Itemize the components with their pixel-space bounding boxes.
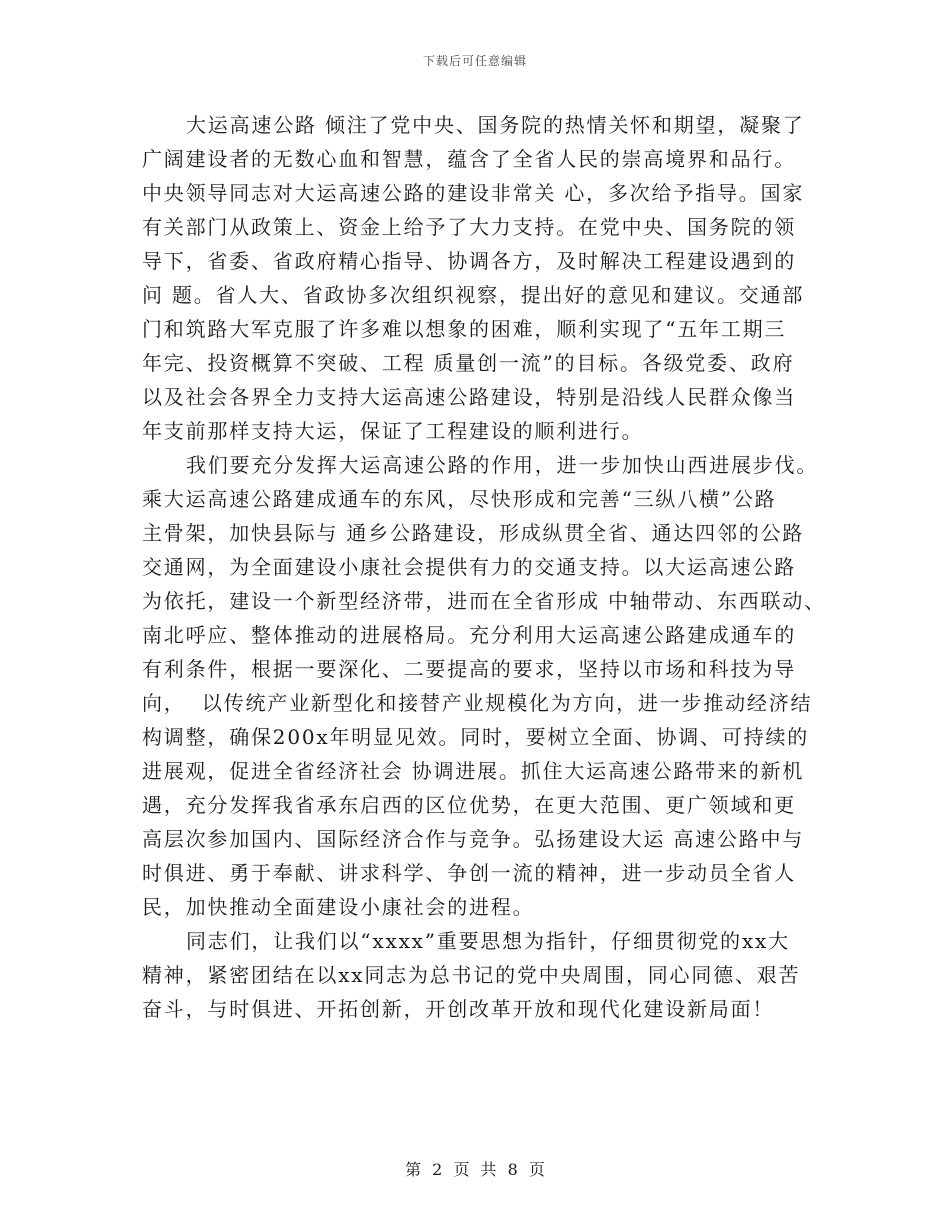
text-line: 主骨架，加快县际与 通乡公路建设，形成纵贯全省、通达四邻的公路 (142, 521, 805, 545)
paragraph-1 (142, 108, 822, 448)
text-line: 有关部门从政策上、资金上给予了大力支持。在党中央、国务院的领 (142, 215, 796, 239)
text-line: 遇，充分发挥我省承东启西的区位优势，在更大范围、更广领域和更 (142, 793, 796, 817)
text-line: 中央领导同志对大运高速公路的建设非常关 心，多次给予指导。国家 (142, 181, 805, 205)
text-line: 民，加快推动全面建设小康社会的进程。 (142, 895, 535, 919)
text-line: 导下，省委、省政府精心指导、协调各方，及时解决工程建设遇到的 (142, 249, 796, 273)
text-line: 高层次参加国内、国际经济合作与竞争。弘扬建设大运 高速公路中与 (142, 827, 805, 851)
text-line: 交通网，为全面建设小康社会提供有力的交通支持。以大运高速公路 (142, 555, 796, 579)
page-number: 第 2 页 共 8 页 (405, 1160, 545, 1179)
text-line: 广阔建设者的无数心血和智慧，蕴含了全省人民的崇高境界和品行。 (142, 147, 796, 171)
text-line: 我们要充分发挥大运高速公路的作用，进一步加快山西进展步伐。 (186, 453, 819, 477)
text-line: 问 题。省人大、省政协多次组织视察，提出好的意见和建议。交通部 (142, 283, 805, 307)
text-line: 有利条件，根据一要深化、二要提高的要求，坚持以市场和科技为导 (142, 657, 796, 681)
document-body (142, 108, 826, 1026)
text-line: 门和筑路大军克服了许多难以想象的困难，顺利实现了“五年工期三 (142, 317, 787, 341)
text-line: 精神，紧密团结在以xx同志为总书记的党中央周围，同心同德、艰苦 (142, 963, 801, 987)
text-line: 乘大运高速公路建成通车的东风，尽快形成和完善“三纵八横”公路 (142, 487, 777, 511)
text-line: 向， 以传统产业新型化和接替产业规模化为方向，进一步推动经济结 (142, 691, 813, 715)
text-line: 同志们，让我们以“xxxx”重要思想为指针，仔细贯彻党的xx大 (186, 929, 790, 953)
text-line: 奋斗，与时俱进、开拓创新，开创改革开放和现代化建设新局面！ (142, 997, 775, 1021)
text-line: 构调整，确保200x年明显见效。同时，要树立全面、协调、可持续的 (142, 725, 810, 749)
text-line: 以及社会各界全力支持大运高速公路建设，特别是沿线人民群众像当 (142, 385, 796, 409)
text-line: 南北呼应、整体推动的进展格局。充分利用大运高速公路建成通车的 (142, 623, 796, 647)
paragraph-3 (142, 924, 822, 1026)
text-line: 年完、投资概算不突破、工程 质量创一流”的目标。各级党委、政府 (142, 351, 795, 375)
page-header: 下载后可任意编辑 (422, 54, 527, 68)
text-line: 年支前那样支持大运，保证了工程建设的顺利进行。 (142, 419, 644, 443)
text-line: 大运高速公路 倾注了党中央、国务院的热情关怀和期望，凝聚了 (186, 113, 805, 137)
text-line: 进展观，促进全省经济社会 协调进展。抓住大运高速公路带来的新机 (142, 759, 805, 783)
text-line: 时俱进、勇于奉献、讲求科学、争创一流的精神，进一步动员全省人 (142, 861, 796, 885)
text-line: 为依托，建设一个新型经济带，进而在全省形成 中轴带动、东西联动、 (142, 589, 826, 613)
paragraph-2 (142, 448, 826, 924)
